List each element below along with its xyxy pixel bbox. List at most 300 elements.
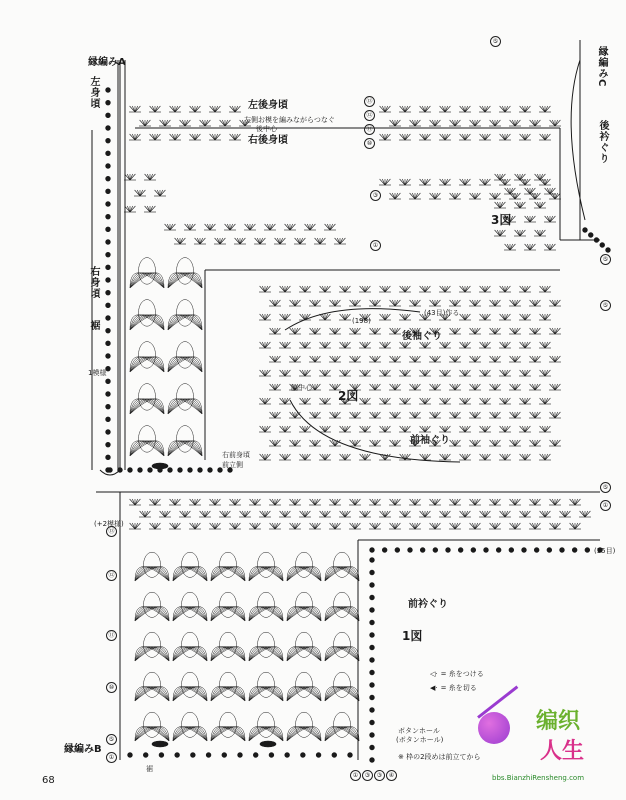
shell-stroke (310, 300, 315, 306)
edging-loop (560, 548, 565, 553)
shell-stroke (175, 499, 178, 505)
pineapple-motif (168, 300, 202, 330)
pineapple-motif (287, 552, 321, 581)
shell-motif (349, 523, 361, 529)
edging-loop (370, 695, 375, 700)
shell-stroke (135, 523, 138, 529)
shell-stroke (505, 106, 510, 112)
shell-stroke (135, 134, 140, 140)
edging-loop (370, 670, 375, 675)
shell-stroke (395, 523, 400, 529)
shell-motif (489, 120, 501, 126)
shell-stroke (335, 523, 340, 529)
shell-stroke (395, 440, 398, 446)
shell-stroke (420, 454, 425, 460)
shell-stroke (300, 370, 305, 376)
shell-stroke (300, 314, 305, 320)
shell-stroke (395, 193, 400, 199)
shell-stroke (485, 454, 488, 460)
shell-stroke (250, 224, 255, 230)
shell-stroke (465, 511, 470, 517)
shell-motif (459, 342, 471, 348)
pineapple-motif (325, 552, 359, 581)
shell-stroke (177, 238, 180, 244)
shell-stroke (342, 454, 345, 460)
shell-stroke (235, 499, 238, 505)
shell-motif (309, 300, 321, 306)
shell-stroke (530, 244, 535, 250)
shell-stroke (522, 134, 525, 140)
shell-stroke (540, 230, 545, 236)
shell-stroke (445, 454, 450, 460)
shell-motif (524, 244, 536, 250)
shell-stroke (502, 370, 505, 376)
shell-stroke (395, 384, 400, 390)
shell-stroke (325, 314, 330, 320)
shell-stroke (280, 454, 285, 460)
shell-stroke (332, 384, 335, 390)
shell-stroke (555, 499, 560, 505)
shell-stroke (332, 328, 335, 334)
shell-stroke (385, 454, 390, 460)
shell-stroke (322, 398, 325, 404)
shell-motif (419, 370, 431, 376)
pineapple-arc (325, 687, 359, 701)
shell-stroke (585, 511, 588, 517)
shell-stroke (212, 499, 215, 505)
shell-stroke (545, 342, 550, 348)
shell-stroke (535, 440, 540, 446)
shell-stroke (410, 193, 415, 199)
shell-stroke (310, 224, 313, 230)
shell-stroke (335, 238, 340, 244)
shell-stroke (315, 238, 320, 244)
shell-stroke (135, 523, 140, 529)
pineapple-arc (173, 607, 207, 621)
shell-motif (349, 412, 361, 418)
shell-motif (379, 106, 391, 112)
row-marker (600, 482, 613, 493)
shell-stroke (360, 342, 365, 348)
shell-stroke (352, 523, 355, 529)
shell-stroke (350, 300, 355, 306)
shell-motif (539, 426, 551, 432)
shell-stroke (480, 106, 485, 112)
shell-stroke (455, 300, 458, 306)
shell-stroke (340, 426, 345, 432)
shell-motif (219, 120, 231, 126)
shell-stroke (575, 499, 580, 505)
shell-stroke (360, 454, 365, 460)
shell-stroke (542, 426, 545, 432)
shell-motif (279, 370, 291, 376)
shell-stroke (572, 499, 575, 505)
shell-stroke (282, 454, 285, 460)
shell-stroke (362, 454, 365, 460)
shell-motif (319, 511, 331, 517)
row-marker (106, 526, 119, 537)
shell-stroke (352, 499, 355, 505)
shell-stroke (260, 342, 265, 348)
shell-stroke (265, 454, 268, 460)
shell-motif (359, 286, 371, 292)
shell-motif (279, 342, 291, 348)
shell-stroke (535, 230, 540, 236)
shell-stroke (235, 523, 238, 529)
shell-stroke (385, 134, 388, 140)
shell-stroke (455, 328, 460, 334)
shell-stroke (440, 370, 445, 376)
shell-motif (169, 106, 181, 112)
shell-stroke (550, 384, 555, 390)
shell-stroke (545, 398, 548, 404)
shell-stroke (430, 356, 435, 362)
shell-motif (544, 244, 556, 250)
shell-stroke (545, 370, 550, 376)
shell-stroke (452, 120, 455, 126)
shell-stroke (425, 286, 430, 292)
shell-stroke (380, 370, 385, 376)
edging-loop (106, 290, 111, 295)
shell-stroke (185, 511, 190, 517)
shell-stroke (510, 412, 515, 418)
shell-motif (399, 511, 411, 517)
shell-stroke (462, 179, 465, 185)
shell-stroke (375, 412, 380, 418)
shell-stroke (462, 511, 465, 517)
shell-stroke (370, 328, 375, 334)
shell-stroke (395, 300, 400, 306)
shell-stroke (522, 370, 525, 376)
shell-stroke (492, 328, 495, 334)
edging-loop (370, 720, 375, 725)
shell-stroke (485, 286, 490, 292)
shell-stroke (395, 328, 400, 334)
shell-stroke (435, 499, 440, 505)
shell-stroke (485, 426, 488, 432)
row-marker (364, 138, 377, 149)
shell-motif (359, 511, 371, 517)
shell-stroke (345, 314, 348, 320)
shell-motif (244, 224, 256, 230)
shell-stroke (330, 224, 333, 230)
shell-motif (279, 511, 291, 517)
shell-stroke (405, 342, 410, 348)
shell-stroke (432, 523, 435, 529)
shell-stroke (505, 244, 510, 250)
shell-motif (299, 454, 311, 460)
shell-stroke (535, 356, 538, 362)
shell-stroke (500, 398, 505, 404)
shell-stroke (302, 398, 305, 404)
shell-motif (479, 511, 491, 517)
shell-stroke (217, 238, 220, 244)
shell-stroke (420, 106, 425, 112)
shell-stroke (322, 426, 325, 432)
shell-stroke (530, 440, 535, 446)
shell-stroke (542, 370, 545, 376)
shell-motif (339, 342, 351, 348)
shell-stroke (472, 412, 475, 418)
edging-loop (572, 548, 577, 553)
shell-motif (159, 511, 171, 517)
shell-stroke (425, 179, 428, 185)
edging-loop (188, 468, 193, 473)
shell-stroke (470, 356, 475, 362)
row-number: ⑤ (600, 254, 611, 265)
shell-stroke (375, 384, 380, 390)
shell-motif (289, 440, 301, 446)
shell-motif (504, 188, 516, 194)
pineapple-motif (173, 712, 207, 741)
shell-motif (439, 342, 451, 348)
shell-stroke (260, 511, 265, 517)
shell-stroke (450, 384, 455, 390)
shell-stroke (365, 370, 368, 376)
shell-stroke (360, 511, 365, 517)
shell-stroke (310, 499, 315, 505)
made-count-label: (43目)作る (424, 309, 460, 317)
shell-stroke (435, 499, 438, 505)
shell-motif (499, 511, 511, 517)
shell-stroke (517, 202, 520, 208)
shell-stroke (550, 120, 555, 126)
shell-stroke (362, 342, 365, 348)
pineapple-body (177, 384, 194, 411)
shell-stroke (392, 300, 395, 306)
shell-stroke (280, 286, 285, 292)
shell-stroke (200, 120, 205, 126)
pineapple-arc (287, 567, 321, 581)
shell-stroke (462, 426, 465, 432)
shell-stroke (520, 202, 525, 208)
shell-stroke (150, 523, 155, 529)
shell-stroke (345, 454, 348, 460)
shell-motif (289, 523, 301, 529)
shell-stroke (490, 300, 495, 306)
shell-stroke (370, 440, 375, 446)
shell-stroke (460, 134, 465, 140)
shell-stroke (472, 499, 475, 505)
shell-stroke (265, 426, 268, 432)
shell-motif (359, 370, 371, 376)
pineapple-arc (135, 567, 169, 581)
shell-stroke (527, 216, 530, 222)
shell-stroke (395, 120, 398, 126)
shell-motif (489, 412, 501, 418)
shell-stroke (150, 174, 155, 180)
shell-stroke (335, 300, 340, 306)
shell-stroke (130, 174, 135, 180)
shell-motif (339, 426, 351, 432)
shell-motif (529, 356, 541, 362)
shell-stroke (480, 398, 485, 404)
shell-stroke (412, 120, 415, 126)
shell-stroke (275, 384, 280, 390)
shell-stroke (365, 398, 368, 404)
pineapple-arc (325, 567, 359, 581)
shell-stroke (465, 179, 468, 185)
shell-stroke (490, 328, 495, 334)
shell-stroke (132, 499, 135, 505)
row-number: ⑪ (106, 630, 117, 641)
shell-stroke (290, 300, 295, 306)
shell-stroke (385, 398, 388, 404)
shell-stroke (340, 454, 345, 460)
shell-stroke (302, 286, 305, 292)
shell-stroke (385, 179, 390, 185)
shell-stroke (175, 134, 180, 140)
shell-stroke (315, 356, 320, 362)
shell-stroke (185, 120, 190, 126)
shell-stroke (320, 426, 325, 432)
shell-stroke (340, 342, 345, 348)
shell-stroke (305, 286, 308, 292)
shell-stroke (265, 286, 268, 292)
shell-stroke (435, 384, 440, 390)
shell-motif (529, 300, 541, 306)
pineapple-motif (249, 712, 283, 741)
shell-stroke (325, 370, 330, 376)
shell-stroke (355, 523, 358, 529)
shell-stroke (515, 440, 520, 446)
shell-stroke (225, 511, 230, 517)
pineapple-body (139, 384, 156, 411)
shell-stroke (475, 499, 480, 505)
shell-stroke (282, 342, 285, 348)
shell-motif (489, 328, 501, 334)
shell-stroke (462, 286, 465, 292)
shell-stroke (420, 398, 425, 404)
shell-stroke (425, 370, 428, 376)
pineapple-motif (249, 632, 283, 661)
shell-stroke (390, 356, 395, 362)
shell-stroke (485, 398, 490, 404)
shell-motif (534, 174, 546, 180)
shell-motif (209, 499, 221, 505)
shell-stroke (455, 440, 458, 446)
shell-stroke (470, 300, 475, 306)
shell-motif (309, 523, 321, 529)
shell-motif (499, 134, 511, 140)
shell-stroke (155, 499, 158, 505)
shell-stroke (512, 328, 515, 334)
shell-stroke (155, 106, 160, 112)
shell-stroke (232, 523, 235, 529)
shell-stroke (390, 300, 395, 306)
shell-stroke (375, 440, 378, 446)
shell-stroke (485, 134, 488, 140)
shell-stroke (302, 342, 305, 348)
shell-stroke (422, 398, 425, 404)
shell-stroke (395, 356, 398, 362)
shell-stroke (342, 286, 345, 292)
row-number: ⑬ (364, 96, 375, 107)
shell-stroke (527, 188, 530, 194)
shell-stroke (455, 356, 458, 362)
shell-stroke (550, 244, 555, 250)
row-number: ⑪ (364, 124, 375, 135)
shell-motif (524, 216, 536, 222)
shell-motif (519, 106, 531, 112)
shell-stroke (535, 328, 538, 334)
shell-motif (229, 134, 241, 140)
shell-motif (164, 224, 176, 230)
shell-stroke (375, 499, 380, 505)
left-front-body-label: 左身頃 (88, 76, 99, 109)
shell-stroke (545, 454, 550, 460)
shell-stroke (442, 398, 445, 404)
shell-stroke (425, 106, 428, 112)
shell-stroke (475, 328, 480, 334)
shell-stroke (482, 106, 485, 112)
row-number: ⑫ (364, 110, 375, 121)
shell-stroke (475, 120, 480, 126)
shell-stroke (435, 356, 440, 362)
shell-stroke (520, 426, 525, 432)
shell-stroke (262, 426, 265, 432)
shell-motif (379, 511, 391, 517)
shell-stroke (455, 356, 460, 362)
shell-stroke (342, 342, 345, 348)
edge-b-label: 縁編みB (64, 744, 102, 755)
shell-stroke (432, 412, 435, 418)
shell-stroke (515, 120, 518, 126)
shell-motif (329, 440, 341, 446)
shell-stroke (505, 426, 508, 432)
shell-stroke (465, 454, 468, 460)
shell-stroke (292, 523, 295, 529)
pineapple-arc (173, 687, 207, 701)
pineapple-body (177, 342, 194, 369)
shell-stroke (210, 224, 215, 230)
shell-stroke (337, 238, 340, 244)
shell-stroke (435, 412, 440, 418)
shell-stroke (235, 523, 240, 529)
shell-motif (419, 454, 431, 460)
shell-stroke (395, 412, 400, 418)
row-number: ⑩ (364, 138, 375, 149)
shell-stroke (482, 398, 485, 404)
shell-motif (429, 193, 441, 199)
shell-stroke (295, 300, 298, 306)
shell-stroke (510, 523, 515, 529)
shell-stroke (472, 300, 475, 306)
shell-stroke (320, 314, 325, 320)
shell-motif (214, 238, 226, 244)
shell-motif (379, 454, 391, 460)
shell-stroke (405, 342, 408, 348)
pineapple-motif (130, 300, 164, 330)
shell-stroke (270, 523, 275, 529)
shell-stroke (425, 398, 430, 404)
shell-stroke (555, 440, 560, 446)
shell-stroke (392, 523, 395, 529)
shell-stroke (500, 314, 505, 320)
shell-stroke (505, 370, 508, 376)
shell-motif (349, 356, 361, 362)
row-marker (106, 752, 119, 763)
shell-stroke (315, 412, 318, 418)
shell-stroke (392, 193, 395, 199)
shell-stroke (537, 174, 540, 180)
shell-stroke (495, 523, 500, 529)
shell-stroke (290, 412, 295, 418)
shell-stroke (432, 384, 435, 390)
edging-loop (108, 468, 113, 473)
shell-motif (429, 120, 441, 126)
shell-motif (289, 499, 301, 505)
